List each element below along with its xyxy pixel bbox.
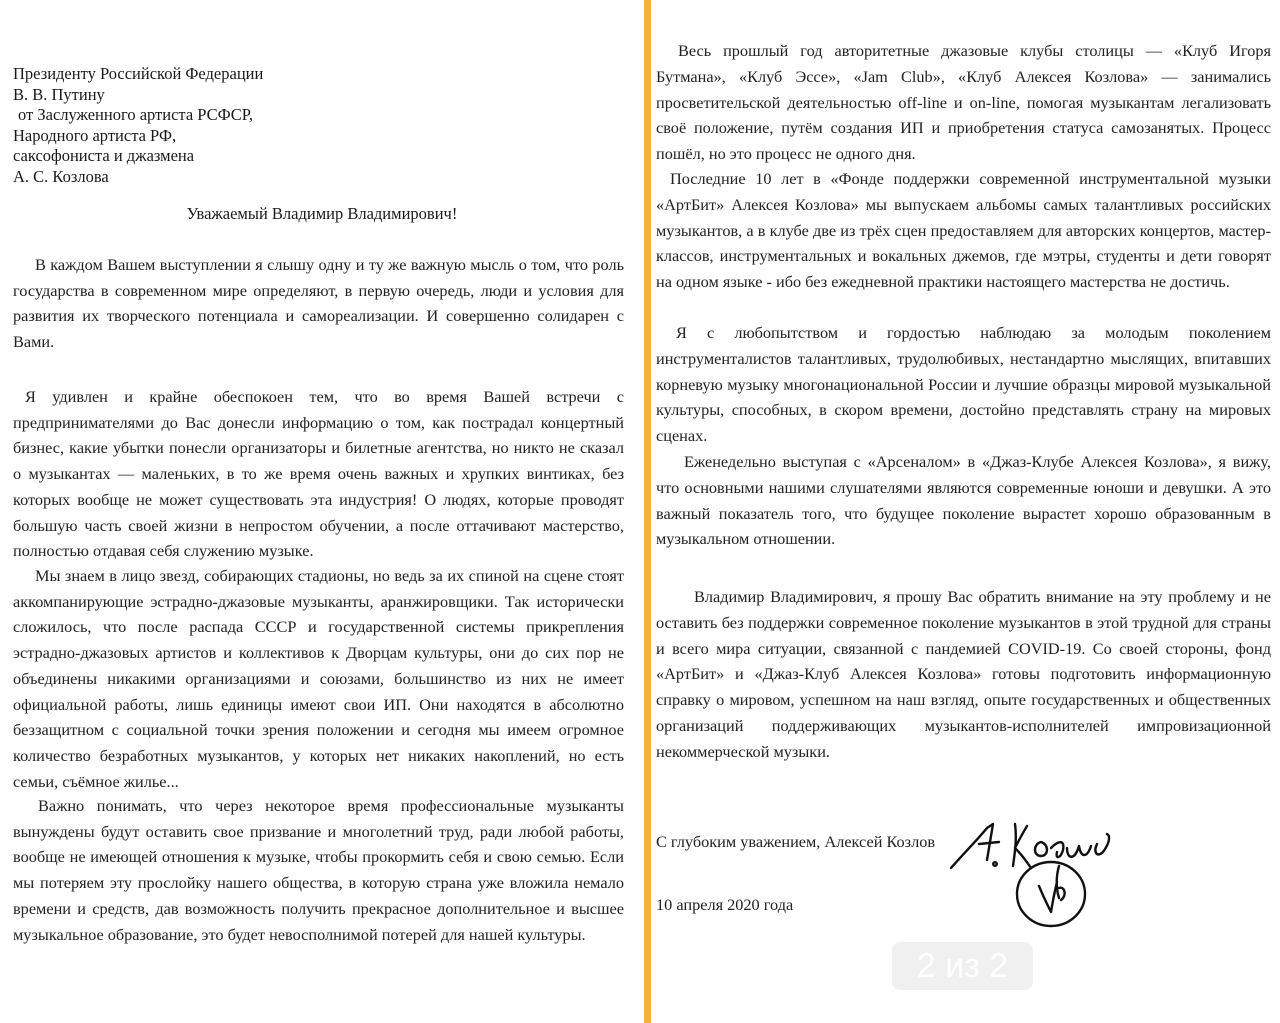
address-line: Народного артиста РФ, [13, 125, 177, 145]
address-line: А. С. Козлова [13, 166, 109, 186]
paragraph: Последние 10 лет в «Фонде поддержки современной инструментальной музыки «АртБит» Алексея Козлова» мы выпускаем альбомы самых талантливых российских музыкантов, а в клубе две из трёх сцен предоставляем для авторских концертов, мастер-классов, инструментальных и вокальных джемов, где мэтры, студенты и дети говорят на одном языке - ибо без ежедневной практики настоящего мастерства не достичь. [656, 169, 1271, 292]
paragraph: Мы знаем в лицо звезд, собирающих стадионы, но ведь за их спиной на сцене стоят аккомпанирующие эстрадно-джазовые музыканты, аранжировщики. Так исторически сложилось, что после распада СССР и государственной системы прикрепления эстрадно-джазовых артистов и коллективов к Дворцам культуры, они до сих пор не объединены никакими организациями и союзами, большинство из них не имеет официальной работы, лишь единицы имеют свои ИП. Они находятся в абсолютно беззащитном с социальной точки зрения положении и сегодня мы имеем огромное количество безработных музыкантов, у которых нет никаких накоплений, но есть семьи, съёмное жилье... [13, 566, 624, 791]
salutation: Уважаемый Владимир Владимирович! [186, 204, 458, 223]
letter-page-2 [651, 0, 1280, 1023]
closing-line: С глубоким уважением, Алексей Козлов [656, 832, 936, 851]
address-line: В. В. Путину [13, 84, 105, 104]
paragraph: Я с любопытством и гордостью наблюдаю за молодым поколением инструменталистов талантливых, трудолюбивых, нестандартно мыслящих, впитавших корневую музыку многонациональной России и лучшие образцы мировой музыкальной культуры, способных, в скором времени, достойно представлять страну на мировых сценах. [656, 323, 1271, 446]
letter-date: 10 апреля 2020 года [656, 895, 794, 914]
addressee-block [13, 64, 263, 187]
paragraph: Владимир Владимирович, я прошу Вас обратить внимание на эту проблему и не оставить без поддержки современное поколение музыкантов в этой трудной для страны и всего мира ситуации, связанной с пандемией COVID-19. Со своей стороны, фонд «АртБит» и «Джаз-Клуб Алексея Козлова» готовы подготовить информационную справку о мировом, успешном на наш взгляд, опыте государственных и общественных организаций поддерживающих музыкантов-исполнителей импровизационной некоммерческой музыки. [656, 587, 1271, 761]
address-line: от Заслуженного артиста РСФСР, [18, 105, 253, 124]
paragraph: Важно понимать, что через некоторое время профессиональные музыканты вынуждены будут оставить свое призвание и многолетний труд, ради любой работы, вообще не имеющей отношения к музыке, чтобы прокормить себя и свою семью. Если мы потеряем эту прослойку нашего общества, в которую страна уже вложила немало времени и средств, дав возможность получить прекрасное дополнительное и высшее музыкальное образование, это будет невосполнимой потерей для нашей культуры. [13, 796, 624, 944]
page-divider [644, 0, 651, 1023]
page-counter-badge: 2 из 2 [892, 942, 1033, 990]
address-line: Президенту Российской Федерации [13, 64, 264, 83]
paragraph: Я удивлен и крайне обеспокоен тем, что во время Вашей встречи с предпринимателями до Вас донесли информацию о том, как пострадал концертный бизнес, какие убытки понесли организаторы и билетные агентства, но никто не сказал о музыкантах — маленьких, в то же время очень важных и хрупких винтиках, без которых вообще не может существовать эта индустрия! О людях, которые проводят большую часть своей жизни в непростом обучении, а после оттачивают мастерство, полностью отдавая себя служению музыке. [13, 387, 624, 561]
signature-image [947, 800, 1137, 950]
paragraph: В каждом Вашем выступлении я слышу одну и ту же важную мысль о том, что роль государства в современном мире определяют, в первую очередь, люди и условия для развития их творческого потенциала и самореализации. И совершенно солидарен с Вами. [13, 255, 624, 352]
address-line: саксофониста и джазмена [13, 146, 195, 165]
paragraph: Весь прошлый год авторитетные джазовые клубы столицы — «Клуб Игоря Бутмана», «Клуб Эссе», «Jam Club», «Клуб Алексея Козлова» — занимались просветительской деятельностью off-line и on-line, помогая музыкантам легализовать своё положение, путём создания ИП и приобретения статуса самозанятых. Процесс пошёл, но это процесс не одного дня. [656, 41, 1271, 164]
paragraph: Еженедельно выступая с «Арсеналом» в «Джаз-Клубе Алексея Козлова», я вижу, что основными нашими слушателями являются современные юноши и девушки. А это важный показатель того, что будущее поколение вырастет хорошо образованным в музыкальном отношении. [656, 452, 1271, 549]
